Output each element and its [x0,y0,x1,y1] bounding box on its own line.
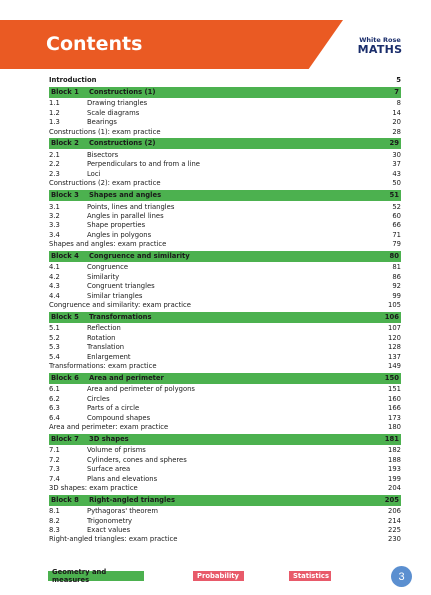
toc-item[interactable] [49,273,401,282]
item-number: 8.1 [49,507,60,516]
item-page: 52 [392,202,401,211]
item-title: Reflection [87,324,121,333]
item-page: 188 [388,455,401,464]
item-title: Congruence [87,263,129,272]
item-title: Perpendiculars to and from a line [87,160,200,169]
item-page: 86 [392,272,401,281]
toc-item[interactable] [49,353,401,362]
block-number: Block 6 [51,373,79,382]
exam-practice-page: 79 [392,240,401,249]
toc-item[interactable] [49,231,401,240]
toc-item[interactable] [49,282,401,291]
block-page: 205 [384,495,399,504]
tag-geometry-and-measures: Geometry and measures [48,571,144,581]
block-page: 80 [389,251,399,260]
block-page: 106 [384,312,399,321]
logo-bottom-text: MATHS [357,43,403,56]
item-page: 214 [388,516,401,525]
exam-practice-page: 230 [388,535,401,544]
white-rose-maths-logo [354,37,406,56]
item-title: Volume of prisms [87,446,146,455]
item-title: Pythagoras' theorem [87,507,159,516]
block-page: 181 [384,434,399,443]
toc-item[interactable] [49,517,401,526]
block-title: Area and perimeter [89,373,164,382]
item-title: Angles in polygons [87,230,152,239]
toc-item[interactable] [49,203,401,212]
item-page: 151 [388,385,401,394]
block-number: Block 5 [51,312,79,321]
exam-practice-title: Transformations: exam practice [49,361,157,370]
item-title: Circles [87,394,110,403]
exam-practice-page: 204 [388,483,401,492]
item-number: 5.1 [49,324,60,333]
block-title: 3D shapes [89,434,129,443]
block-title: Shapes and angles [89,190,162,199]
item-title: Similarity [87,272,120,281]
item-number: 1.1 [49,99,60,108]
item-title: Congruent triangles [87,282,155,291]
item-title: Bisectors [87,150,119,159]
exam-practice-title: Shapes and angles: exam practice [49,240,167,249]
exam-practice-title: Constructions (2): exam practice [49,179,161,188]
page-number: 3 [391,566,412,587]
toc-item[interactable] [49,526,401,535]
block-header[interactable] [49,373,401,384]
item-number: 6.4 [49,413,60,422]
exam-practice-page: 50 [392,179,401,188]
block-header[interactable] [49,190,401,201]
item-title: Area and perimeter of polygons [87,385,195,394]
tag-statistics: Statistics [289,571,331,581]
toc-item[interactable] [49,334,401,343]
item-page: 173 [388,413,401,422]
item-number: 3.1 [49,202,60,211]
block-number: Block 8 [51,495,79,504]
item-page: 193 [388,465,401,474]
exam-practice-item[interactable] [49,535,401,544]
toc-item[interactable] [49,263,401,272]
block-header[interactable] [49,434,401,445]
block-header[interactable] [49,312,401,323]
block-title: Congruence and similarity [89,251,190,260]
exam-practice-page: 105 [388,301,401,310]
item-page: 199 [388,474,401,483]
item-page: 107 [388,324,401,333]
table-of-contents [49,75,401,545]
item-number: 5.3 [49,343,60,352]
item-number: 7.1 [49,446,60,455]
item-number: 1.3 [49,118,60,127]
block-number: Block 1 [51,87,79,96]
item-page: 60 [392,211,401,220]
block-number: Block 4 [51,251,79,260]
item-number: 3.2 [49,211,60,220]
exam-practice-title: Constructions (1): exam practice [49,127,161,136]
introduction-page: 5 [396,76,401,84]
item-number: 5.4 [49,352,60,361]
item-title: Similar triangles [87,291,143,300]
item-number: 6.1 [49,385,60,394]
block-header[interactable] [49,495,401,506]
block-number: Block 3 [51,190,79,199]
item-number: 2.3 [49,169,60,178]
toc-item[interactable] [49,343,401,352]
item-number: 4.4 [49,291,60,300]
block-header[interactable] [49,251,401,262]
item-title: Loci [87,169,101,178]
item-number: 6.3 [49,404,60,413]
item-page: 20 [392,118,401,127]
item-page: 160 [388,394,401,403]
exam-practice-item[interactable] [49,179,401,188]
toc-item[interactable] [49,395,401,404]
item-page: 128 [388,343,401,352]
item-number: 7.4 [49,474,60,483]
item-page: 206 [388,507,401,516]
block-header[interactable] [49,138,401,149]
item-page: 120 [388,333,401,342]
block-page: 51 [389,190,399,199]
block-number: Block 2 [51,139,79,148]
item-number: 6.2 [49,394,60,403]
item-page: 182 [388,446,401,455]
block-title: Constructions (2) [89,139,156,148]
exam-practice-item[interactable] [49,423,401,432]
item-number: 1.2 [49,108,60,117]
item-page: 14 [392,108,401,117]
toc-blocks [49,87,401,545]
toc-item[interactable] [49,151,401,160]
item-number: 2.2 [49,160,60,169]
toc-item[interactable] [49,99,401,108]
block-title: Constructions (1) [89,87,156,96]
toc-item[interactable] [49,109,401,118]
toc-item[interactable] [49,446,401,455]
item-number: 3.4 [49,230,60,239]
item-title: Angles in parallel lines [87,211,164,220]
item-title: Bearings [87,118,117,127]
toc-item[interactable] [49,385,401,394]
item-page: 99 [392,291,401,300]
toc-item[interactable] [49,170,401,179]
item-title: Exact values [87,526,131,535]
item-page: 81 [392,263,401,272]
toc-item[interactable] [49,160,401,169]
item-page: 43 [392,169,401,178]
block-page: 29 [389,139,399,148]
item-title: Trigonometry [87,516,133,525]
item-number: 8.3 [49,526,60,535]
item-page: 225 [388,526,401,535]
toc-item[interactable] [49,221,401,230]
item-page: 137 [388,352,401,361]
exam-practice-item[interactable] [49,484,401,493]
exam-practice-item[interactable] [49,362,401,371]
item-title: Parts of a circle [87,404,140,413]
item-number: 5.2 [49,333,60,342]
introduction-title: Introduction [49,76,97,84]
item-title: Cylinders, cones and spheres [87,455,187,464]
item-title: Surface area [87,465,131,474]
item-page: 71 [392,230,401,239]
item-title: Scale diagrams [87,108,140,117]
exam-practice-item[interactable] [49,240,401,249]
exam-practice-page: 180 [388,422,401,431]
exam-practice-item[interactable] [49,301,401,310]
toc-item[interactable] [49,456,401,465]
toc-item[interactable] [49,324,401,333]
block-title: Right-angled triangles [89,495,176,504]
item-page: 8 [396,99,401,108]
exam-practice-page: 28 [392,127,401,136]
item-page: 37 [392,160,401,169]
page-title: Contents [46,33,143,55]
exam-practice-title: Right-angled triangles: exam practice [49,535,178,544]
exam-practice-title: Area and perimeter: exam practice [49,422,169,431]
tag-probability: Probability [193,571,244,581]
item-page: 30 [392,150,401,159]
item-page: 92 [392,282,401,291]
item-number: 4.1 [49,263,60,272]
exam-practice-item[interactable] [49,128,401,137]
toc-introduction[interactable] [49,76,401,85]
exam-practice-title: 3D shapes: exam practice [49,483,138,492]
item-number: 7.3 [49,465,60,474]
exam-practice-page: 149 [388,361,401,370]
logo-top-text: White Rose [359,36,401,44]
toc-item[interactable] [49,507,401,516]
item-number: 8.2 [49,516,60,525]
block-page: 150 [384,373,399,382]
item-title: Enlargement [87,352,131,361]
block-page: 7 [394,87,399,96]
item-page: 166 [388,404,401,413]
item-number: 7.2 [49,455,60,464]
item-title: Translation [87,343,125,352]
item-number: 2.1 [49,150,60,159]
item-title: Shape properties [87,221,146,230]
item-title: Points, lines and triangles [87,202,175,211]
toc-item[interactable] [49,212,401,221]
block-title: Transformations [89,312,152,321]
item-title: Drawing triangles [87,99,148,108]
toc-item[interactable] [49,118,401,127]
toc-item[interactable] [49,414,401,423]
item-title: Rotation [87,333,116,342]
item-title: Compound shapes [87,413,151,422]
toc-item[interactable] [49,465,401,474]
item-number: 4.3 [49,282,60,291]
toc-item[interactable] [49,404,401,413]
toc-item[interactable] [49,475,401,484]
item-page: 66 [392,221,401,230]
exam-practice-title: Congruence and similarity: exam practice [49,301,191,310]
item-number: 3.3 [49,221,60,230]
item-number: 4.2 [49,272,60,281]
block-number: Block 7 [51,434,79,443]
toc-item[interactable] [49,292,401,301]
block-header[interactable] [49,87,401,98]
item-title: Plans and elevations [87,474,158,483]
